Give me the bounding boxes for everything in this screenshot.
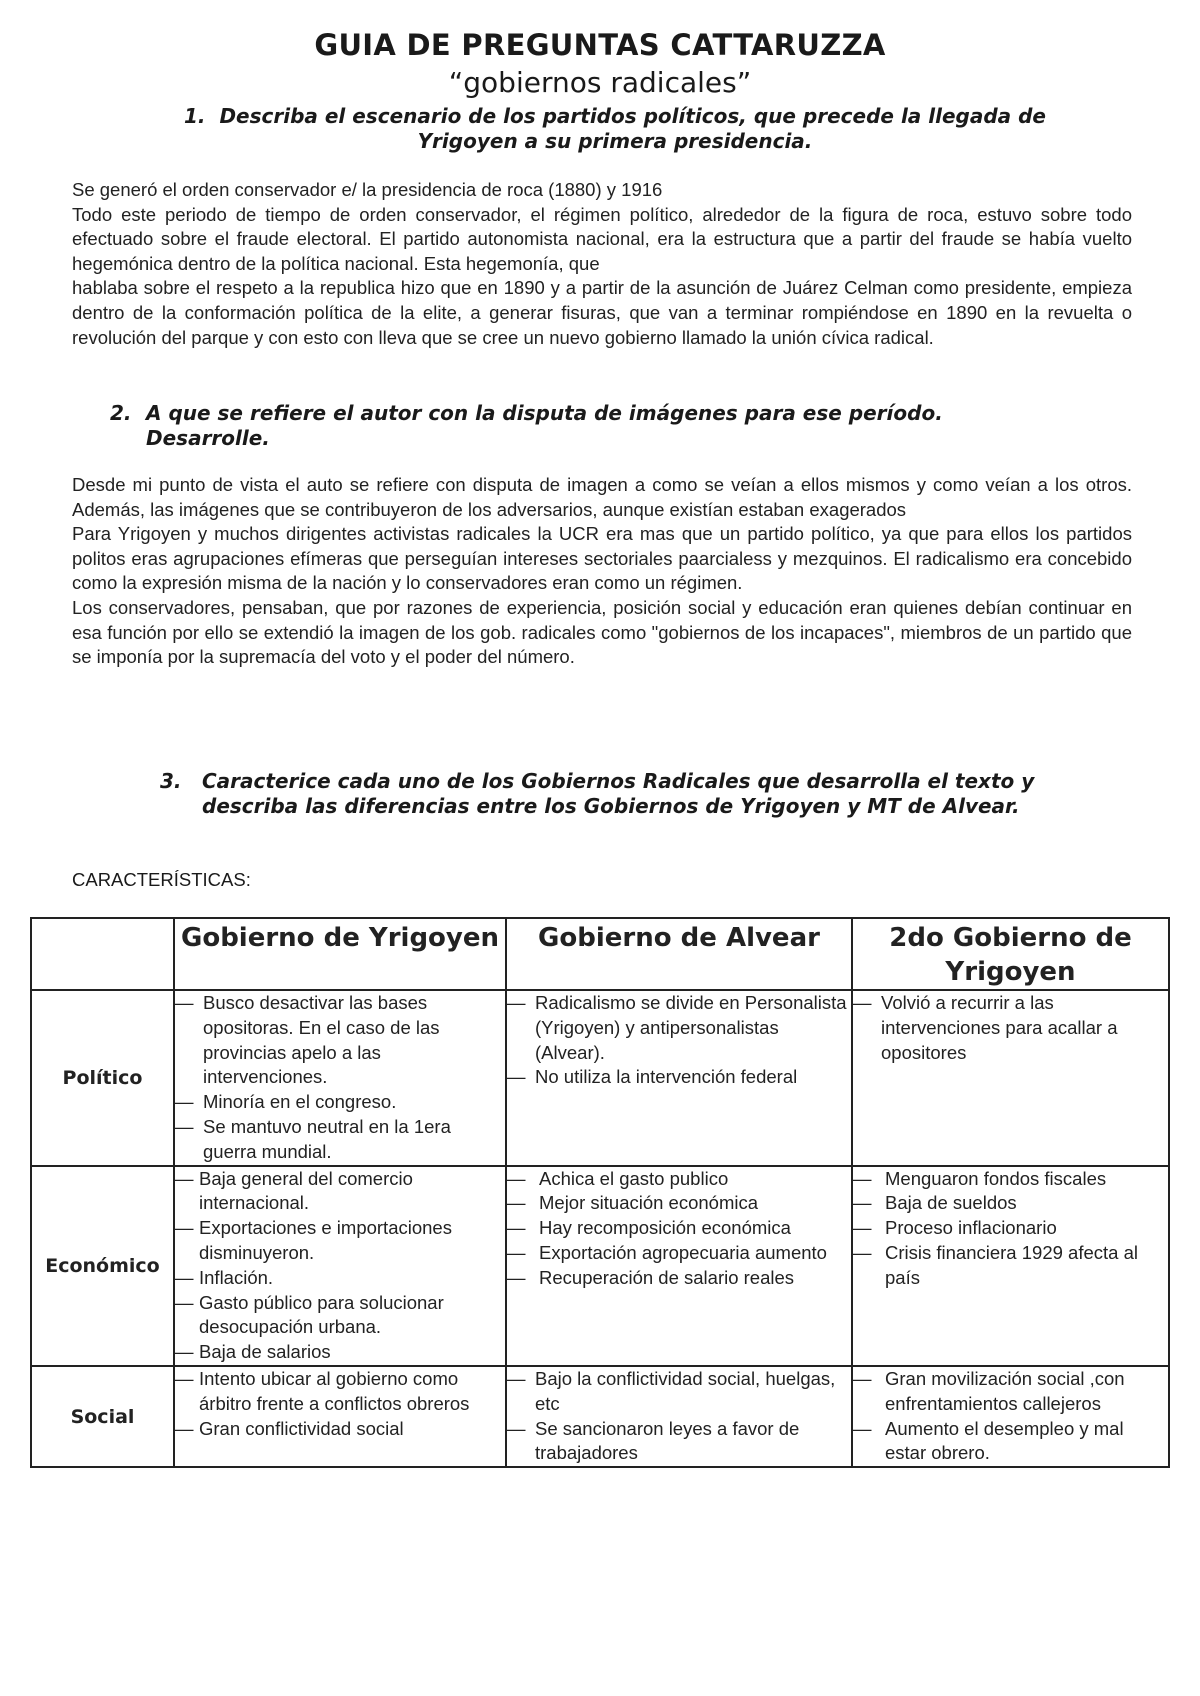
bullet-list [853, 991, 1168, 1065]
question-3-number: 3. [160, 769, 182, 793]
table-cell [506, 1166, 852, 1366]
bullet-list [175, 1367, 505, 1441]
document-title: GUIA DE PREGUNTAS CATTARUZZA [314, 28, 886, 62]
bullet-list [507, 1167, 851, 1291]
answer-1-paragraph: Todo este periodo de tiempo de orden conservador, el régimen político, alrededor de la figura de roca, estuvo sobre todo efectuado sobre el fraude electoral. El partido autonomista nacional, era la estructura que a partir del fraude se había vuelto hegemónica dentro de la política nacional. Esta hegemonía, que [72, 203, 1132, 274]
answer-1-paragraph: hablaba sobre el respeto a la republica hizo que en 1890 y a partir de la asunción de Juárez Celman como presidente, empieza dentro de la conformación política de la elite, a generar fisuras, que van a terminar rompiéndose en 1890 en la revuelta o revolución del parque y con esto con lleva que se cree un nuevo gobierno llamado la unión cívica radical. [72, 277, 1132, 348]
caracteristicas-label: CARACTERÍSTICAS: [72, 869, 251, 890]
header-2do-gobierno-yrigoyen: 2do Gobierno de Yrigoyen [852, 918, 1169, 990]
list-item: — Gran movilización social ,con enfrentamientos callejeros [853, 1367, 1168, 1417]
answer-2-paragraph: Para Yrigoyen y muchos dirigentes activistas radicales la UCR era mas que un partido político, ya que para ellos los partidos politos eras agrupaciones efímeras que perseguían intereses sectoriales paarcialess y mezquinos. El radicalismo era concebido como la expresión misma de la nación y lo conservadores eran como un régimen. [72, 523, 1132, 594]
table-row [31, 990, 1169, 1166]
list-item: — Menguaron fondos fiscales [853, 1167, 1168, 1192]
table-row [31, 1366, 1169, 1467]
list-item: — No utiliza la intervención federal [507, 1065, 851, 1090]
list-item: — Exportaciones e importaciones disminuyeron. [175, 1216, 505, 1266]
list-item: — Proceso inflacionario [853, 1216, 1168, 1241]
list-item: — Gasto público para solucionar desocupación urbana. [175, 1291, 505, 1341]
list-item: — Crisis financiera 1929 afecta al país [853, 1241, 1168, 1291]
list-item: — Hay recomposición económica [507, 1216, 851, 1241]
list-item: — Mejor situación económica [507, 1191, 851, 1216]
list-item: — Baja de sueldos [853, 1191, 1168, 1216]
bullet-list [175, 991, 505, 1165]
answer-2 [72, 473, 1132, 670]
table-row [31, 1166, 1169, 1366]
table-corner-cell [31, 918, 174, 990]
list-item: — Recuperación de salario reales [507, 1266, 851, 1291]
bullet-list [175, 1167, 505, 1365]
list-item: — Baja general del comercio internacional. [175, 1167, 505, 1217]
list-item: — Baja de salarios [175, 1340, 505, 1365]
list-item: — Exportación agropecuaria aumento [507, 1241, 851, 1266]
bullet-list [853, 1167, 1168, 1291]
list-item: — Aumento el desempleo y mal estar obrero. [853, 1417, 1168, 1467]
question-1-number: 1. [183, 104, 206, 128]
table-cell [174, 1166, 506, 1366]
question-2 [110, 401, 1060, 451]
row-label-economico: Económico [31, 1166, 174, 1366]
table-cell [174, 990, 506, 1166]
question-3-line2: describa las diferencias entre los Gobiernos de Yrigoyen y MT de Alvear. [202, 794, 1020, 818]
question-2-line2: Desarrolle. [146, 426, 270, 450]
list-item: — Gran conflictividad social [175, 1417, 505, 1442]
table-cell [174, 1366, 506, 1467]
document-subtitle: “gobiernos radicales” [448, 66, 752, 99]
answer-1 [72, 178, 1132, 350]
list-item: — Radicalismo se divide en Personalista (Yrigoyen) y antipersonalistas (Alvear). [507, 991, 851, 1065]
question-1-line1: Describa el escenario de los partidos políticos, que precede la llegada de [219, 104, 1046, 128]
question-3-line1: Caracterice cada uno de los Gobiernos Radicales que desarrolla el texto y [202, 769, 1035, 793]
question-1-line2: Yrigoyen a su primera presidencia. [417, 129, 813, 153]
table-header-row [31, 918, 1169, 990]
question-2-line1: A que se refiere el autor con la disputa de imágenes para ese período. [146, 401, 943, 425]
bullet-list [853, 1367, 1168, 1466]
bullet-list [507, 991, 851, 1090]
row-label-social: Social [31, 1366, 174, 1467]
comparison-table [30, 917, 1170, 1468]
table-cell [852, 990, 1169, 1166]
list-item: — Inflación. [175, 1266, 505, 1291]
list-item: — Minoría en el congreso. [175, 1090, 505, 1115]
question-1 [150, 104, 1080, 154]
table-cell [852, 1366, 1169, 1467]
header-gobierno-yrigoyen: Gobierno de Yrigoyen [174, 918, 506, 990]
table-cell [506, 990, 852, 1166]
header-gobierno-alvear: Gobierno de Alvear [506, 918, 852, 990]
list-item: — Achica el gasto publico [507, 1167, 851, 1192]
question-3 [160, 769, 1100, 819]
bullet-list [507, 1367, 851, 1466]
answer-2-paragraph: Los conservadores, pensaban, que por razones de experiencia, posición social y educación eran quienes debían continuar en esa función por ello se extendió la imagen de los gob. radicales como "gobiernos de los incapaces", miembros de un partido que se imponía por la supremacía del voto y el poder del número. [72, 596, 1132, 668]
list-item: — Volvió a recurrir a las intervenciones para acallar a opositores [853, 991, 1168, 1065]
list-item: — Busco desactivar las bases opositoras. En el caso de las provincias apelo a las intervenciones. [175, 991, 505, 1090]
list-item: — Se mantuvo neutral en la 1era guerra mundial. [175, 1115, 505, 1165]
question-2-number: 2. [110, 401, 132, 425]
row-label-politico: Político [31, 990, 174, 1166]
table-cell [852, 1166, 1169, 1366]
list-item: — Intento ubicar al gobierno como árbitro frente a conflictos obreros [175, 1367, 505, 1417]
answer-1-paragraph: Se generó el orden conservador e/ la presidencia de roca (1880) y 1916 [72, 179, 663, 200]
list-item: — Se sancionaron leyes a favor de trabajadores [507, 1417, 851, 1467]
answer-2-paragraph: Desde mi punto de vista el auto se refiere con disputa de imagen a como se veían a ellos mismos y como veían a los otros. Además, las imágenes que se contribuyeron de los adversarios, aunque existían estaban exagerados [72, 474, 1132, 520]
table-cell [506, 1366, 852, 1467]
list-item: — Bajo la conflictividad social, huelgas, etc [507, 1367, 851, 1417]
